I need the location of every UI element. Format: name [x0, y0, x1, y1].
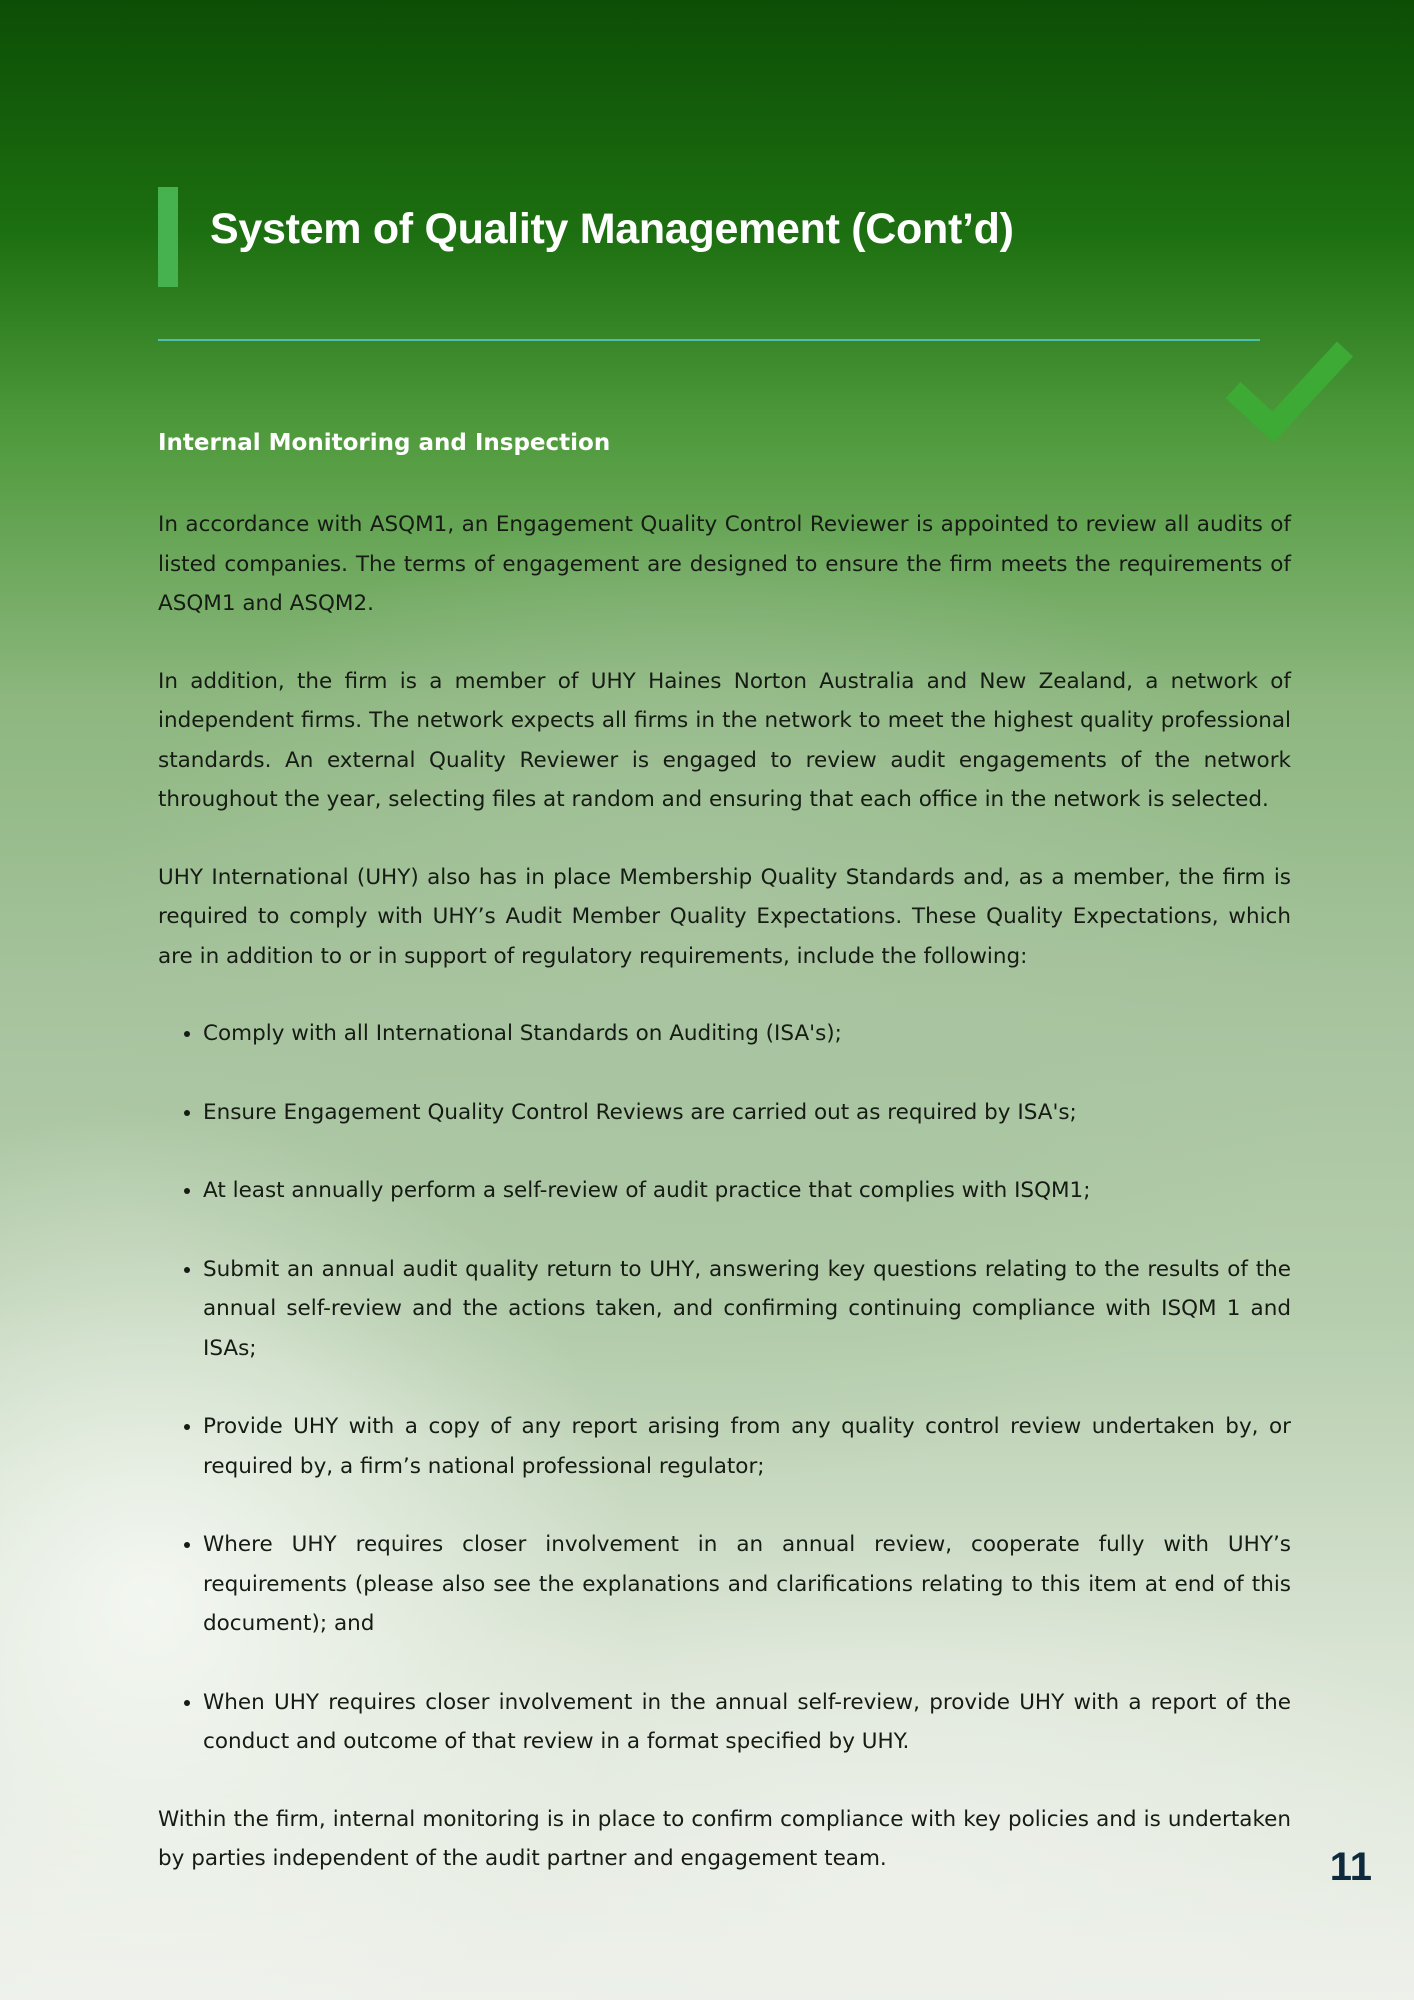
header-divider: [158, 339, 1260, 341]
checkmark-icon: [1225, 335, 1355, 445]
page-title: System of Quality Management (Cont’d): [210, 205, 1014, 253]
list-item: • Ensure Engagement Quality Control Reviews are carried out as required by ISA's;: [203, 1093, 1291, 1133]
page-number: 11: [1329, 1845, 1372, 1889]
list-item: • Comply with all International Standards on Auditing (ISA's);: [203, 1014, 1291, 1054]
title-accent-bar: [158, 187, 178, 287]
paragraph: UHY International (UHY) also has in place Membership Quality Standards and, as a member, the firm is required to comply with UHY’s Audit Member Quality Expectations. These Quality Expectations, which are in addition to or in support of regulatory requirements, include the following:: [158, 864, 1291, 969]
list-item: • Provide UHY with a copy of any report arising from any quality control review undertaken by, or required by, a firm’s national professional regulator;: [203, 1407, 1291, 1486]
list-item: • Where UHY requires closer involvement in an annual review, cooperate fully with UHY’s requirements (please also see the explanations and clarifications relating to this item at end of this document); and: [203, 1525, 1291, 1644]
list-item: • Submit an annual audit quality return to UHY, answering key questions relating to the results of the annual self-review and the actions taken, and confirming continuing compliance with ISQM 1 and ISAs;: [203, 1250, 1291, 1369]
list-item: • At least annually perform a self-review of audit practice that complies with ISQM1;: [203, 1171, 1291, 1211]
paragraph: In accordance with ASQM1, an Engagement Quality Control Reviewer is appointed to review all audits of listed companies. The terms of engagement are designed to ensure the firm meets the requirements of ASQM1 and ASQM2.: [158, 512, 1291, 616]
paragraph: In addition, the firm is a member of UHY Haines Norton Australia and New Zealand, a network of independent firms. The network expects all firms in the network to meet the highest quality professional standards. An external Quality Reviewer is engaged to review audit engagements of the network throughout the year, selecting files at random and ensuring that each office in the network is selected.: [158, 668, 1291, 812]
closing-paragraph: Within the firm, internal monitoring is in place to confirm compliance with key policies and is undertaken by parties independent of the audit partner and engagement team.: [158, 1806, 1291, 1871]
list-item: • When UHY requires closer involvement in the annual self-review, provide UHY with a report of the conduct and outcome of that review in a format specified by UHY.: [203, 1683, 1291, 1762]
body-content: [158, 505, 1291, 1917]
quality-expectations-list: [158, 1014, 1291, 1762]
section-title: Internal Monitoring and Inspection: [158, 430, 611, 456]
